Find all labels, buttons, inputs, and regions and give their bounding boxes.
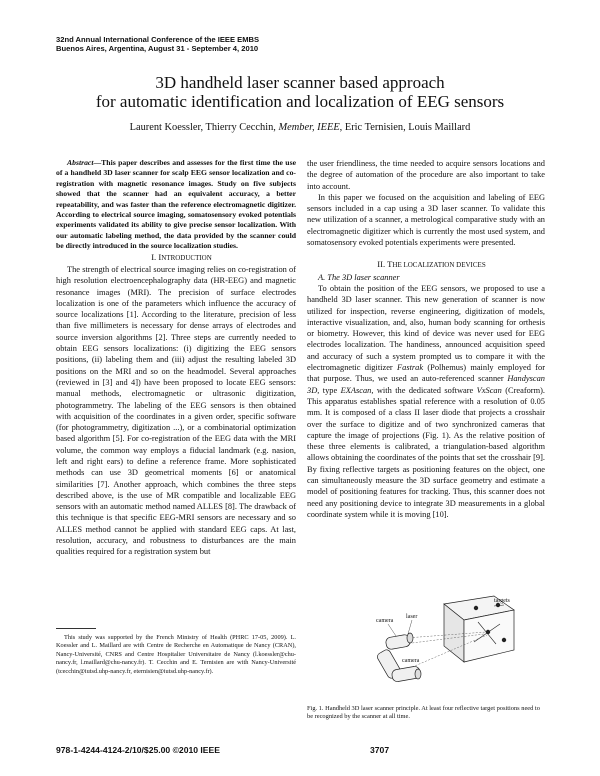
authors-before: Laurent Koessler, Thierry Cecchin, [129, 122, 279, 133]
vxscan-term: VxScan [476, 385, 502, 395]
abstract-text: —This paper describes and assesses for the first time the use of a handheld 3D laser scanner for scalp EEG sensor localization and co-registration with magnetic resonance images. Study on five subjects showed that the scanner had an equivalent accuracy, a better repeatability, and was faster than the reference electromagnetic digitizer. According to electrical source imaging, somatosensory evoked potentials experiments validated its ability to give precise sensor localization. With our automatic labeling method, the data provided by the scanner could be directly introduced in the source localization studies. [56, 158, 296, 251]
fastrak-term: Fastrak [397, 363, 424, 373]
section-2-numeral: II. [377, 259, 388, 270]
label-camera-bottom: camera [402, 658, 420, 664]
conference-line-1: 32nd Annual International Conference of the IEEE EMBS [56, 35, 260, 44]
label-laser: laser [406, 614, 418, 620]
exascan-term: EXAscan [340, 385, 372, 395]
footnote [56, 634, 296, 676]
section-2-first-letter: T [387, 259, 393, 270]
section-1-first-letter: I [158, 251, 162, 262]
section-1-rest: NTRODUCTION [161, 253, 212, 262]
footnote-text: This study was supported by the French Ministry of Health (PHRC 17-05, 2009). L. Koessler and L. Maillard are with Centre de Recherche en Automatique de Nancy (CRAN), Nancy-Université, CNRS and Centre Hospitalier Universitaire de Nancy (l.koessler@chu-nancy.fr, l.maillard@chu-nancy.fr). T. Cecchin and E. Ternisien are with Nancy-Université (tcecchin@iutsd.uhp-nancy.fr, eternisien@iutsd.uhp-nancy.fr). [56, 634, 296, 675]
scanner-text-e: (Creaform). This apparatus establishes spatial reference with a resolution of 0.05 mm. It is composed of a class II laser diode that projects a crosshair over the surface to digitize and of two synchronized cameras that capture the image of projections (Fig. 1). As the relative position of these three elements is calibrated, a triangulation-based algorithm allows obtaining the coordinates of the points that set the crosshair [9]. By fixing reflective targets as positioning features on the object, one can simultaneously measure the 3D surface geometry and estimate a model of positioning features for tracking. Thus, this scanner does not need any positioning device to integrate 3D measurements in a global coordinate system while it is moving [10]. [307, 385, 545, 519]
laser-pointer [408, 620, 412, 634]
intro-paragraph-1: The strength of electrical source imaging relies on co-registration of high resolution electroencephalography data (HR-EEG) and magnetic resonance images (MRI). The precision of surface electrodes localization is one of the parameters which influence the accuracy of source localizations [1]. According to the literature, precision of less than five millimeters is necessary for dense arrays of electrodes and source inversion algorithms [2]. Three steps are currently needed to obtain EEG sensors localizations: (i) digitizing the EEG sensors positions, (ii) labeling them and (iii) adjust the resulting labeled 3D positions on the MRI and so on the headmodel. Several approaches (reviewed in [3] and 4]) have been proposed to locate EEG sensors: manual methods, electromagnetic or ultrasonic digitization, photogrammetry. The labeling of the EEG sensors is then obtained with acquisition of the coordinates in a given order, specific software (for photogrammetry, digitization ...), or a combinatorial optimization based algorithm [5]. For co-registration of the EEG data with the MRI volume, the common way employs a fiducial landmark (e.g. nasion, left and right ears) to define a reference frame. More sophisticated methods can use 3D geometrical moments [6] or anatomical similarities [7]. Another approach, which combines the three steps described above, is the use of MR compatible and localizable EEG sensors with an automatic method named ALLES [8]. The drawback of this technique is that specific EEG-MRI sensors are necessary and so ALLES method cannot be applied with standard EEG caps. At last, resolution, accuracy, and robustness to disturbances are the main qualities required for a registration system but [56, 264, 296, 557]
left-column [56, 158, 296, 558]
intro-paragraph-1-cont: the user friendliness, the time needed to acquire sensors locations and the degree of automation of the procedure are also important to take into account. [307, 159, 545, 191]
scanner-text-a: To obtain the position of the EEG sensors, we proposed to use a handheld 3D laser scanner. This new generation of scanner is now utilized for inspection, reverse engineering, digitization of models, interactive visualization, and, also, human body scanning for orthesis or biometry. However, this kind of device was never used for EEG electrodes localization. The handiness, announced acquisition speed and accuracy of such a system prompted us to compare it with the electromagnetic digitizer [307, 283, 545, 373]
paper-title [0, 74, 600, 111]
subsection-a-heading: A. The 3D laser scanner [318, 272, 400, 282]
right-column [307, 158, 545, 520]
footnote-rule [56, 628, 96, 629]
handyscan-term: Handyscan 3D [307, 374, 545, 395]
author-list [0, 122, 600, 134]
title-line-1: 3D handheld laser scanner based approach [155, 73, 445, 92]
target-object [444, 596, 514, 662]
title-line-2: for automatic identification and localization of EEG sensors [95, 91, 505, 111]
conference-line-2: Buenos Aires, Argentina, August 31 - September 4, 2010 [56, 44, 259, 53]
section-1-numeral: I. [151, 251, 159, 262]
conference-header [56, 35, 259, 53]
abstract-label: Abstract [67, 158, 94, 167]
intro-paragraph-2: In this paper we focused on the acquisition and labeling of EEG sensors included in a cap using a 3D laser scanner. To validate this new utilization of a scanner, a metrological comparative study with an electromagnetic digitizer which is currently the most used system, and somatosensory evoked potentials experiments were presented. [307, 192, 545, 248]
scanner-text-d: , with the dedicated software [371, 385, 477, 395]
scanner-text-c: , type [317, 385, 341, 395]
figure-caption: Fig. 1. Handheld 3D laser scanner principle. At least four reflective target positions need to be recognized by the scanner at all time. [307, 705, 540, 721]
scanner-text-b: (Polhemus) mainly employed for that purpose. Thus, we used an auto-referenced scanner [307, 363, 545, 384]
label-targets: targets [494, 598, 510, 604]
abstract [56, 158, 296, 252]
section-2-rest: HE LOCALIZATION DEVICES [392, 261, 486, 270]
author-role: Member, IEEE [278, 122, 340, 133]
isbn-footer: 978-1-4244-4124-2/10/$25.00 ©2010 IEEE [56, 745, 221, 755]
authors-after: , Eric Ternisien, Louis Maillard [339, 122, 471, 133]
scanner-principle-figure [366, 592, 516, 700]
page-number: 3707 [370, 745, 390, 755]
section-2-heading [307, 259, 545, 271]
scanner-paragraph [307, 283, 545, 520]
label-camera-top: camera [376, 618, 394, 624]
section-1-heading [56, 252, 296, 264]
camera-top-pointer [388, 624, 396, 636]
